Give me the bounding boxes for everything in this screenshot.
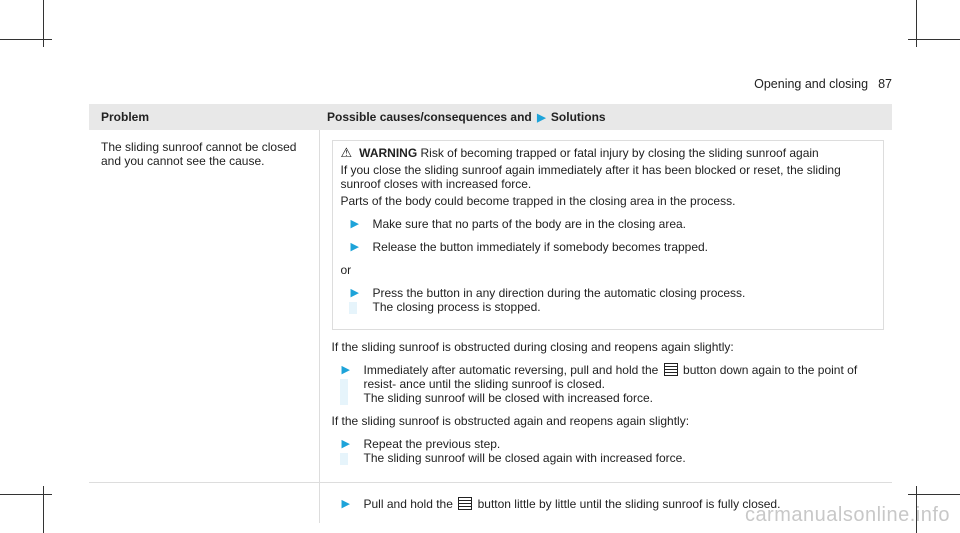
- table-row: [89, 130, 892, 483]
- warning-title-text: Risk of becoming trapped or fatal injury by closing the sliding sunroof again: [420, 146, 819, 160]
- page-number: 87: [878, 77, 892, 91]
- arrow-icon: ▶: [350, 287, 359, 299]
- section-title: Opening and closing: [754, 77, 869, 91]
- col-problem: Problem: [89, 104, 319, 130]
- crop-mark: [0, 39, 52, 40]
- col-solutions-post: Solutions: [550, 110, 606, 124]
- col-solutions: [319, 104, 892, 130]
- list-item: ▶ Repeat the previous step. The sliding sunroof will be closed again with increased force.: [332, 437, 885, 465]
- sunroof-button-icon: [664, 363, 678, 376]
- warning-icon: ⚠: [340, 145, 353, 160]
- list-item: ▶ Release the button immediately if somebody becomes trapped.: [350, 240, 709, 254]
- list-item: ▶ Press the button in any direction during the automatic closing process. The closing process is stopped.: [341, 286, 876, 314]
- arrow-icon: ▶: [341, 438, 350, 450]
- page-header: [754, 77, 892, 91]
- sunroof-button-icon: [458, 497, 472, 510]
- arrow-icon: ▶: [341, 364, 350, 376]
- crop-mark: [908, 39, 960, 40]
- table-header-row: [89, 104, 892, 130]
- warning-para: Parts of the body could become trapped in the closing area in the process.: [340, 194, 736, 208]
- list-item: ▶ Make sure that no parts of the body are in the closing area.: [350, 217, 687, 231]
- warning-para: If you close the sliding sunroof again immediately after it has been blocked or reset, the sliding sunroof closes with increased force.: [340, 163, 841, 191]
- paragraph: If the sliding sunroof is obstructed during closing and reopens again slightly:: [331, 340, 734, 354]
- watermark: carmanualsonline.info: [744, 504, 950, 526]
- warning-title: WARNING: [359, 146, 418, 160]
- paragraph: If the sliding sunroof is obstructed again and reopens again slightly:: [331, 414, 690, 428]
- list-item: ▶ Pull and hold the button little by little until the sliding sunroof is fully closed.: [332, 497, 885, 511]
- or-text: or: [340, 263, 352, 277]
- crop-mark: [908, 494, 960, 495]
- problem-cell: [89, 483, 319, 524]
- arrow-icon: ▶: [350, 218, 359, 230]
- arrow-icon: ▶: [537, 112, 546, 124]
- warning-box: [332, 140, 885, 330]
- list-item: ▶ Immediately after automatic reversing, pull and hold the button down again to the point of resist- ance until the sliding sunroof is closed. The sliding sunroof will be closed with increased force.: [332, 363, 885, 405]
- arrow-icon: ▶: [341, 498, 350, 510]
- troubleshooting-table: [89, 104, 892, 523]
- crop-mark: [0, 494, 52, 495]
- col-solutions-pre: Possible causes/consequences and: [327, 110, 532, 124]
- arrow-icon: ▶: [350, 241, 359, 253]
- problem-cell: The sliding sunroof cannot be closed and you cannot see the cause.: [89, 130, 319, 483]
- solution-cell: [319, 130, 892, 483]
